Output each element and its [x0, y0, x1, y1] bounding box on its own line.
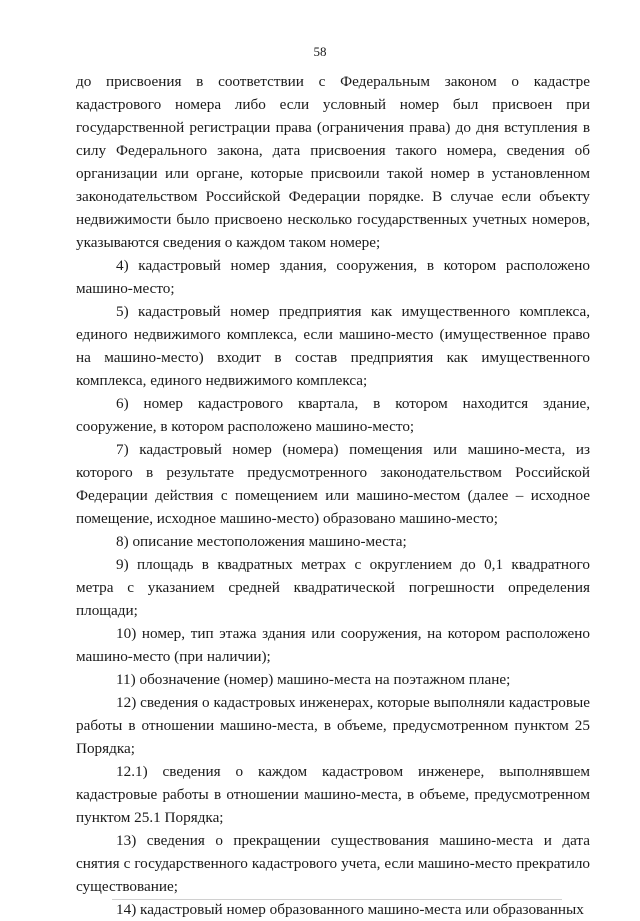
paragraph-item-8: 8) описание местоположения машино-места; [116, 533, 407, 550]
paragraph-item-6: 6) номер кадастрового квартала, в котором находится здание, сооружение, в котором расположено машино-место; [76, 395, 590, 435]
paragraph-item-12: 12) сведения о кадастровых инженерах, которые выполняли кадастровые работы в отношении машино-места, в объеме, предусмотренном пунктом 25 Порядка; [76, 694, 590, 757]
paragraph-item-11: 11) обозначение (номер) машино-места на поэтажном плане; [116, 671, 511, 688]
scan-edge-line [112, 899, 562, 900]
paragraph-item-5: 5) кадастровый номер предприятия как имущественного комплекса, единого недвижимого комплекса, если машино-место (имущественное право на машино-место) входит в состав предприятия как имущественного комплекса, единого недвижимого комплекса; [76, 303, 590, 389]
paragraph-item-4: 4) кадастровый номер здания, сооружения, в котором расположено машино-место; [76, 257, 590, 297]
paragraph-item-14: 14) кадастровый номер образованного машино-места или образованных [116, 901, 584, 918]
paragraph-continuation: до присвоения в соответствии с Федеральным законом о кадастре кадастрового номера либо если условный номер был присвоен при государственной регистрации права (ограничения права) до дня вступления в силу Федерального закона, дата присвоения такого номера, сведения об организации или органе, которые присвоили такой номер в установленном законодательством Российской Федерации порядке. В случае если объекту недвижимости было присвоено несколько государственных учетных номеров, указываются сведения о каждом таком номере; [76, 73, 590, 251]
paragraph-item-12-1: 12.1) сведения о каждом кадастровом инженере, выполнявшем кадастровые работы в отношении машино-места, в объеме, предусмотренном пунктом 25.1 Порядка; [76, 763, 590, 826]
paragraph-item-10: 10) номер, тип этажа здания или сооружения, на котором расположено машино-место (при наличии); [76, 625, 590, 665]
page-number: 58 [313, 44, 327, 59]
paragraph-item-13: 13) сведения о прекращении существования машино-места и дата снятия с государственного кадастрового учета, если машино-место прекратило существование; [76, 832, 590, 895]
document-body [76, 70, 590, 921]
paragraph-item-9: 9) площадь в квадратных метрах с округлением до 0,1 квадратного метра с указанием средней квадратической погрешности определения площади; [76, 556, 590, 619]
paragraph-item-7: 7) кадастровый номер (номера) помещения или машино-места, из которого в результате предусмотренного законодательством Российской Федерации действия с помещением или машино-местом (далее – исходное помещение, исходное машино-место) образовано машино-место; [76, 441, 590, 527]
